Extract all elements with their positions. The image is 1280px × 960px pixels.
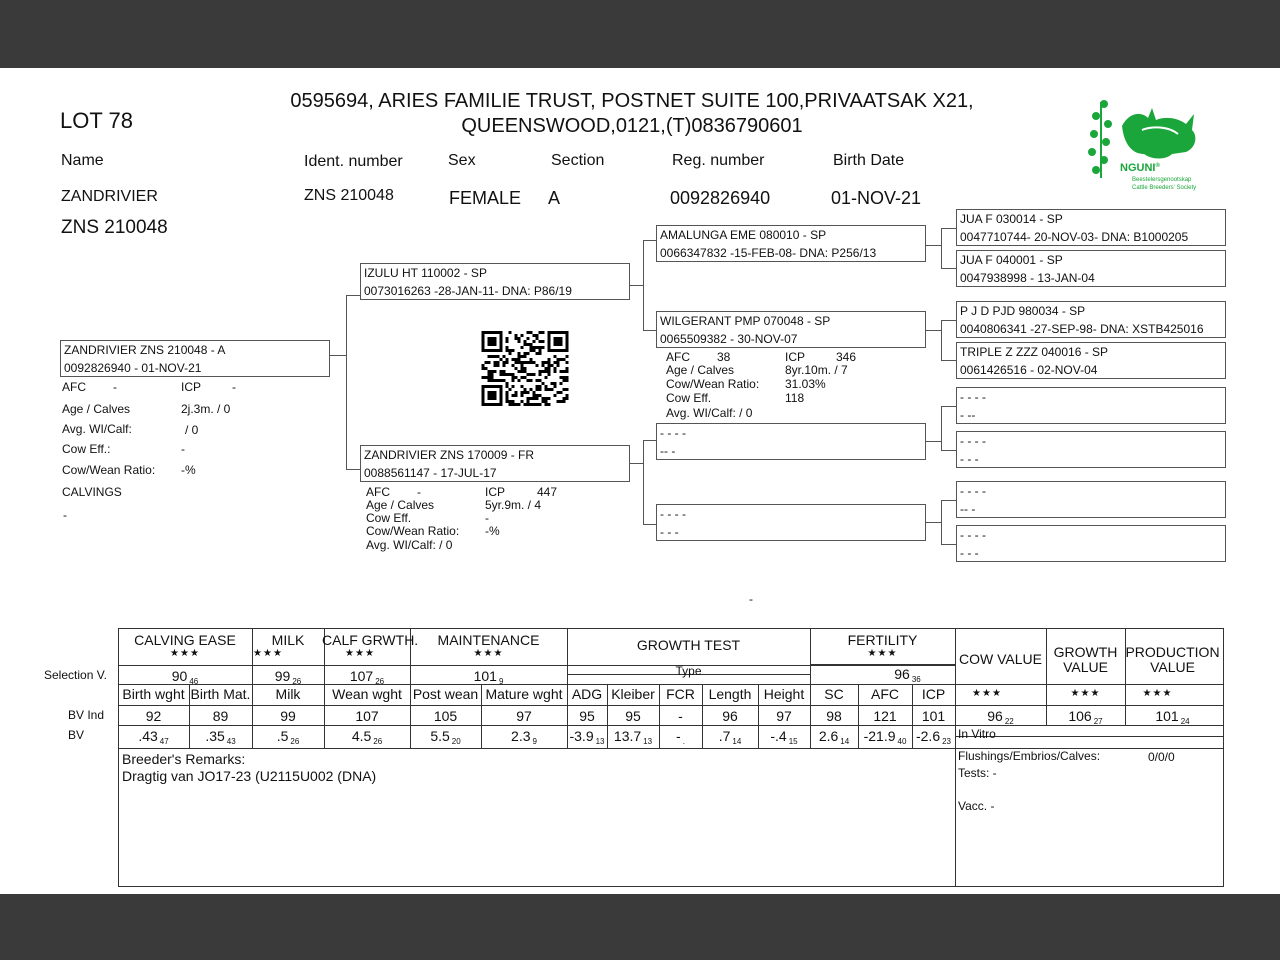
bv-2: .5 $_{26}$ [276,728,300,746]
pedigree-g3-5: - - - - - -- [956,387,1226,424]
remarks-label: Breeder's Remarks: [122,751,246,767]
col-header-13: ICP [921,686,946,702]
bv-ind-13: 101 [921,708,946,724]
stars-production-value: ★★★ [1142,688,1173,699]
lot-number: LOT 78 [60,108,133,133]
animal-ident: ZNS 210048 [304,187,394,204]
col-header-12: AFC [871,686,899,702]
row-label-selection: Selection V. [44,668,107,682]
pedigree-sire-dam: WILGERANT PMP 070048 - SP 0065509382 - 30-NOV-07 [656,311,926,348]
remarks-text: Dragtig van JO17-23 (U2115U002 (DNA) [122,768,377,784]
stars-growth-value: ★★★ [1070,688,1101,699]
pedigree-dam: ZANDRIVIER ZNS 170009 - FR 0088561147 - 17-JUL-17 [360,445,630,482]
group-calving-ease: CALVING EASE [134,632,236,648]
animal-birth: 01-NOV-21 [831,188,922,208]
pedigree-g3-4: TRIPLE Z ZZZ 040016 - SP 0061426516 - 02-NOV-04 [956,342,1226,379]
stars-maint: ★★★ [473,648,504,659]
bv-ind-2: 99 [280,708,296,724]
stars-fert: ★★★ [867,648,898,659]
pedigree-dam-dam: - - - - - - - [656,504,926,541]
sel-calving: 90 $_{46}$ [171,668,199,686]
bv-ind-8: - [678,708,683,724]
flushings-label: Flushings/Embrios/Calves: [958,749,1101,763]
group-fertility: FERTILITY [847,632,918,648]
group-production-value-2: VALUE [1150,659,1195,675]
bv-8: - $_.$ [676,728,685,746]
owner-line-1: 0595694, ARIES FAMILIE TRUST, POSTNET SUITE 100,PRIVAATSAK X21, [290,90,974,112]
bv-ind-0: 92 [145,708,162,724]
bv-11: 2.6 $_{14}$ [818,728,850,746]
bv-10: -.4 $_{15}$ [770,728,798,746]
header-sex: Sex [448,152,476,169]
flushings-value: 0/0/0 [1148,750,1175,764]
stars-calf: ★★★ [345,648,375,659]
bv-5: 2.3 $_9$ [511,728,537,746]
header-section: Section [551,152,605,169]
sel-milk: 99 $_{26}$ [274,668,302,686]
bv-7: 13.7 $_{13}$ [613,728,653,746]
cow-value: 96 $_{22}$ [987,708,1014,726]
bv-ind-10: 97 [776,708,792,724]
group-growth-test: GROWTH TEST [636,637,741,653]
col-header-9: Length [708,686,752,702]
header-reg: Reg. number [672,152,765,169]
col-header-7: Kleiber [611,686,655,702]
animal-section: A [548,188,561,208]
group-production-value-1: PRODUCTION [1125,644,1220,660]
col-header-5: Mature wght [485,686,563,702]
logo-line-2: Cattle Breeders' Society [1132,185,1197,191]
animal-reg: 0092826940 [670,188,771,208]
sel-type: Type [675,664,702,678]
in-vitro-label: In Vitro [958,727,996,741]
group-calf-growth: CALF GRWTH. [322,632,419,648]
header-name: Name [61,152,104,169]
stars-cow: ★★★ [972,688,1002,699]
col-header-3: Wean wght [332,686,402,702]
col-header-2: Milk [275,686,301,702]
bv-1: .35 $_{43}$ [205,728,236,746]
bv-4: 5.5 $_{20}$ [430,728,461,746]
bv-0: .43 $_{47}$ [138,728,169,746]
col-header-4: Post wean [412,686,479,702]
bv-6: -3.9 $_{13}$ [569,728,605,746]
pedigree-g3-8: - - - - - - - [956,525,1226,562]
pedigree-g3-6: - - - - - - - [956,431,1226,468]
header-ident: Ident. number [304,153,403,170]
col-header-11: SC [824,686,844,702]
stars-milk: ★★★ [253,648,283,659]
group-growth-value-2: VALUE [1063,659,1108,675]
production-value: 101 $_{24}$ [1155,708,1190,726]
pedigree-sire-sire: AMALUNGA EME 080010 - SP 0066347832 -15-FEB-08- DNA: P256/13 [656,225,926,262]
logo-brand: NGUNI [1120,162,1156,174]
group-milk: MILK [271,632,305,648]
tests-label: Tests: - [958,766,997,780]
col-header-8: FCR [666,686,695,702]
pedigree-self: ZANDRIVIER ZNS 210048 - A 0092826940 - 01-NOV-21 [60,340,330,377]
sel-calf: 107 $_{26}$ [349,668,385,686]
bv-ind-11: 98 [826,708,842,724]
pedigree-sire: IZULU HT 110002 - SP 0073016263 -28-JAN-11- DNA: P86/19 [360,263,630,300]
col-header-0: Birth wght [122,686,185,702]
pedigree-g3-1: JUA F 030014 - SP 0047710744- 20-NOV-03- DNA: B1000205 [956,209,1226,246]
header-birth: Birth Date [833,152,905,169]
sel-fert: 96 $_{36}$ [894,666,921,684]
animal-id-large: ZNS 210048 [61,217,168,238]
bv-12: -21.9 $_{40}$ [863,728,907,746]
group-cow-value: COW VALUE [959,651,1042,667]
bv-ind-4: 105 [433,708,458,724]
bv-ind-9: 96 [722,708,738,724]
pedigree-g3-2: JUA F 040001 - SP 0047938998 - 13-JAN-04 [956,250,1226,287]
bv-ind-12: 121 [873,708,897,724]
row-label-bv-ind: BV Ind [68,708,105,722]
nguni-logo: NGUNI® Beestelersgenootskap Cattle Breeders' Society [1082,96,1212,198]
animal-name: ZANDRIVIER [61,188,158,205]
col-header-6: ADG [571,686,603,702]
animal-sex: FEMALE [449,188,522,208]
vacc-label: Vacc. - [958,799,995,813]
bv-ind-1: 89 [212,708,229,724]
bv-ind-6: 95 [579,708,595,724]
owner-line-2: QUEENSWOOD,0121,(T)0836790601 [461,115,803,137]
bv-ind-3: 107 [355,708,379,724]
col-header-10: Height [763,686,805,702]
growth-value: 106 $_{27}$ [1068,708,1103,726]
group-maintenance: MAINTENANCE [437,632,540,648]
bv-ind-5: 97 [516,708,532,724]
certificate-page: LOT 78 0595694, ARIES FAMILIE TRUST, POSTNET SUITE 100,PRIVAATSAK X21, QUEENSWOOD,0121,(T)0836790601 NGUNI® Beestelersgenootskap Cattle Breeders' Society Name Ident. number Sex Section Reg. number Birth Date ZANDRIVIER ZNS 210048 ZNS 210048 FEMALE A 0092826940 01-NOV-21 ZANDRIVIER ZNS 210048 - A 0092826940 - 01-NOV-21 AFC - ICP - Age / Calves 2j.3m. / 0 Avg. WI/Calf: / 0 Cow Eff.: - Cow/Wean Ratio: -% CALVINGS - IZULU HT 110002 - SP 0073016263 -28-JAN-11- DNA: P86/19 ZANDRIVIER ZNS 170009 - FR 0088561147 - 17-JUL-17 AFC - ICP 447 Age / Calves 5yr.9m. / 4 Cow Eff. - Cow/Wean Ratio: -% Avg. WI/Calf: / 0 AMALUNGA EME 080010 - SP 0066347832 -15-FEB-08- DNA: P256/13 WILGERANT PMP 070048 - SP 0065509382 - 30-NOV-07 AFC 38 ICP 346 Age / Calves 8yr.10m. / 7 Cow/Wean Ratio: 31.03% Cow Eff. 118 Avg. WI/Calf: / 0 - - - - -- - - - - - - - - JUA F 030014 - SP 0047710744- 20-NOV-03- DNA: B1000205 JUA F 040001 - SP 0047938998 - 13-JAN-04 P J D PJD 980034 - SP 0040806341 -27-SEP-98- DNA: XSTB425016 TRIPLE Z ZZZ 040016 - SP 0061426516 - 02-NOV-04 - - - - - -- - - - - - - - - - - - -- - - - - - - - - - CALVING EASE ★★★ MILK ★★★ CALF GRWTH. ★★★ MAINTENANCE ★★★ GROWTH TEST FERTILITY ★★★ COW VALUE GROWTH VALUE PRODUCTION VALUE Selection V. BV Ind BV 90 $_{46}$ 99 $_{26}$ 107 $_{26}$ 101 $_9$ Type 96 $_{36}$ ★★★ ★★★ ★★★ Birth wght Birth Mat. Milk Wean wght Post wean Mature wght ADG Kleiber FCR Length Height SC AFC ICP 92 89 99 107 105 97 95 95 - 96 97 98 121 101 .43 $_{47}$ .35 $_{43}$ .5 $_{26}$ 4.5 $_{26}$ 5.5 $_{20}$ 2.3 $_9$ -3.9 $_{13}$ 13.7 $_{13}$ - $_.$ .7 $_{14}$ -.4 $_{15}$ 2.6 $_{14}$ -21.9 $_{40}$ -2.6 $_{23}$ 96 $_{22}$ 106 $_{27}$ 101 $_{24}$ In Vitro Breeder's Remarks: Dragtig van JO17-23 (U2115U002 (DNA) Flushings/Embrios/Calves: 0/0/0 Tests: - Vacc. - [0,68,1280,894]
bv-ind-7: 95 [625,708,641,724]
sel-maint: 101 $_9$ [473,668,504,686]
pedigree-dam-sire: - - - - -- - [656,423,926,460]
stars-calving: ★★★ [170,648,200,659]
dash-marker: - [749,592,753,606]
group-growth-value-1: GROWTH [1053,644,1118,660]
bv-9: .7 $_{14}$ [718,728,742,746]
col-header-1: Birth Mat. [190,686,251,702]
pedigree-g3-7: - - - - -- - [956,481,1226,518]
pedigree-g3-3: P J D PJD 980034 - SP 0040806341 -27-SEP-98- DNA: XSTB425016 [956,301,1226,338]
bv-13: -2.6 $_{23}$ [915,728,952,746]
row-label-bv: BV [68,728,85,742]
bv-3: 4.5 $_{26}$ [351,728,383,746]
logo-line-1: Beestelersgenootskap [1132,177,1192,183]
